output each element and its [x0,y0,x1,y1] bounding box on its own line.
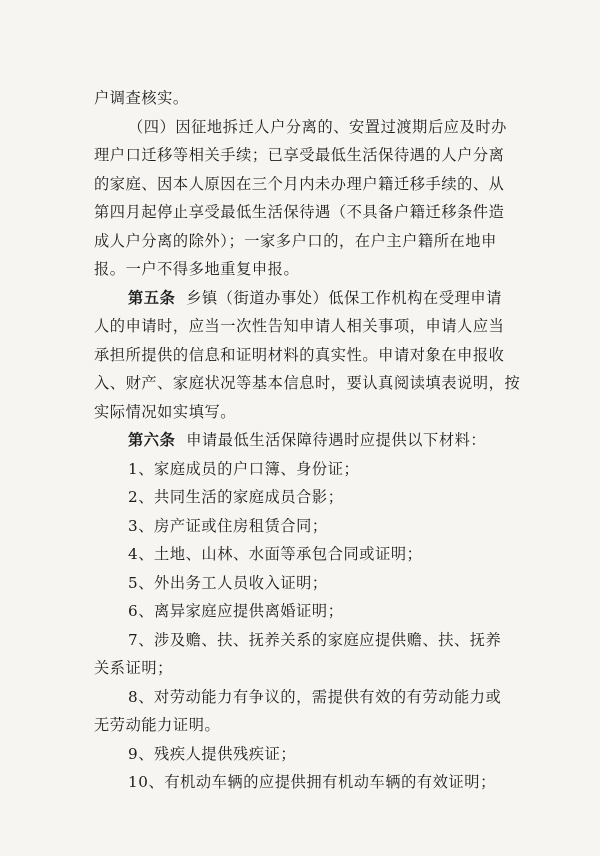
article-5-line: 实际情况如实填写。 [94,402,237,421]
paragraph-line: 户调查核实。 [94,89,189,107]
paragraph-line: （四）因征地拆迁人户分离的、安置过渡期后应及时办 [128,117,507,136]
article-5-first-line [94,284,540,313]
list-item: 3、房产证或住房租赁合同； [128,516,328,535]
article-5 [94,284,540,427]
article-5-line: 承担所提供的信息和证明材料的真实性。申请对象在申报收 [94,345,505,364]
list-item: 6、离异家庭应提供离婚证明； [128,602,344,620]
article-5-lead: 乡镇（街道办事处）低保工作机构在受理申请 [186,288,502,307]
list-item: 5、外出务工人员收入证明； [128,573,328,592]
list-item-continuation: 关系证明； [94,659,173,677]
paragraph-line: 的家庭、因本人原因在三个月内未办理户籍迁移手续的、从 [94,174,505,193]
article-6 [94,426,540,797]
article-6-first-line [94,426,540,455]
paragraph-line: 第四月起停止享受最低生活保待遇（不具备户籍迁移条件造 [94,203,505,221]
list-item: 8、对劳动能力有争议的，需提供有效的有劳动能力或 [128,687,502,706]
paragraph-line: 报。一户不得多地重复申报。 [94,260,300,278]
article-5-title: 第五条 [128,288,176,307]
list-item: 4、土地、山林、水面等承包合同或证明； [128,545,423,563]
article-6-title: 第六条 [128,431,176,449]
list-item: 2、共同生活的家庭成员合影； [128,488,344,506]
material-list [94,455,540,797]
article-5-line: 人的申请时，应当一次性告知申请人相关事项，申请人应当 [94,317,505,335]
list-item-continuation: 无劳动能力证明。 [94,716,221,734]
paragraph-line: 成人户分离的除外）；一家多户口的，在户主户籍所在地申 [94,231,497,250]
paragraph-line: 理户口迁移等相关手续；已享受最低生活保待遇的人户分离 [94,146,505,164]
article-5-line: 入、财产、家庭状况等基本信息时，要认真阅读填表说明，按 [94,374,521,392]
list-item: 9、残疾人提供残疾证； [128,744,297,763]
intro-section [94,84,540,284]
article-6-lead: 申请最低生活保障待遇时应提供以下材料： [186,431,487,449]
list-item: 7、涉及赡、扶、抚养关系的家庭应提供赡、扶、抚养 [128,630,502,649]
list-item: 10、有机动车辆的应提供拥有机动车辆的有效证明； [128,773,496,791]
list-item: 1、家庭成员的户口簿、身份证； [128,459,360,478]
